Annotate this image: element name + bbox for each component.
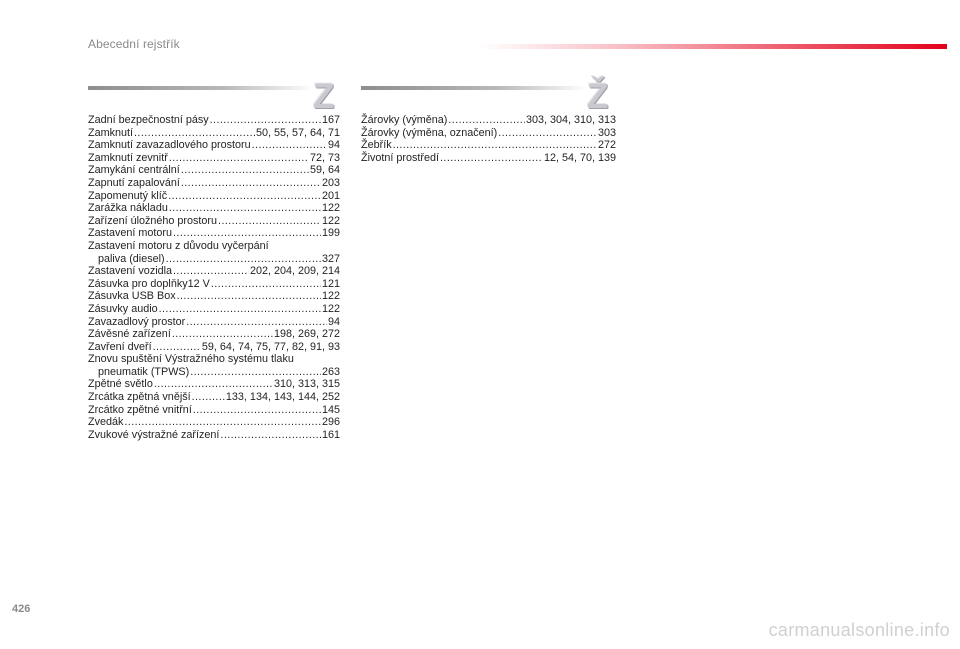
watermark: carmanualsonline.info [768,620,950,640]
index-entry-pages: 327 [321,252,340,265]
index-entry [88,152,340,165]
index-entry-pages: 145 [321,403,340,416]
index-entry-pages: 59, 64, 74, 75, 77, 82, 91, 93 [201,340,340,353]
dot-leader [181,177,321,190]
index-entry-label: Zamknutí [88,126,134,139]
index-entry-label-continuation: pneumatik (TPWS) [98,365,190,378]
index-entry-label: Zastavení motoru z důvodu vyčerpání [88,239,269,252]
dot-leader [153,341,201,354]
index-entry-pages: 303 [597,126,616,139]
index-entry [88,240,340,265]
dot-leader [168,190,321,203]
index-entry-label: Zadní bezpečnostní pásy [88,114,209,126]
index-entry [88,278,340,291]
index-entry-label: Zastavení vozidla [88,265,173,278]
dot-leader [393,139,597,152]
index-entry [88,404,340,417]
dot-leader [172,328,273,341]
index-entry-label: Závěsné zařízení [88,328,171,341]
dot-leader [159,303,321,316]
index-entry-pages: 122 [321,202,340,215]
index-entry [88,416,340,429]
page-number: 426 [12,603,31,615]
index-entry [88,202,340,215]
dot-leader [440,152,543,165]
index-entry-pages: 72, 73 [309,151,340,164]
index-entry [88,328,340,341]
index-entry-label: Zamykání centrální [88,164,180,177]
index-entry [88,227,340,240]
section-z-letter: Z [313,77,335,116]
index-entry-label: Zrcátko zpětné vnitřní [88,403,192,416]
index-entry-pages: 161 [321,428,340,441]
index-column-zcaron [361,114,616,164]
index-entry [88,353,340,378]
index-entry-pages: 303, 304, 310, 313 [525,114,616,126]
index-entry [361,114,616,127]
index-entry-label: Zařízení úložného prostoru [88,214,218,227]
index-entry-label: Zásuvky audio [88,302,158,315]
dot-leader [169,202,321,215]
index-entry-pages: 203 [321,176,340,189]
index-entry [88,215,340,228]
index-entry-label: Zvedák [88,416,124,429]
index-entry-pages: 121 [321,277,340,290]
index-entry [88,114,340,127]
index-entry [361,152,616,165]
index-entry-pages: 122 [321,214,340,227]
dot-leader [169,152,309,165]
dot-leader [211,278,321,291]
index-entry-pages: 199 [321,227,340,240]
index-entry [361,139,616,152]
index-entry-pages: 133, 134, 143, 144, 252 [225,391,340,404]
index-column-z [88,114,340,441]
index-entry-label: Zpětné světlo [88,378,153,391]
index-entry-pages: 59, 64 [309,164,340,177]
index-entry [88,429,340,442]
index-entry-pages: 296 [321,416,340,429]
section-z-rule [88,86,313,90]
index-entry [88,177,340,190]
index-entry-label: Zavazadlový prostor [88,315,186,328]
index-entry-label: Životní prostředí [361,151,440,164]
index-entry-label: Žárovky (výměna) [361,114,448,126]
dot-leader [134,127,255,140]
index-entry-pages: 202, 204, 209, 214 [249,265,340,278]
index-entry-label: Zapomenutý klíč [88,189,168,202]
index-entry [88,303,340,316]
index-entry-label: Žebřík [361,139,392,152]
index-entry-label-continuation: paliva (diesel) [98,252,165,265]
dot-leader [193,404,321,417]
index-entry [361,127,616,140]
page-header-title: Abecední rejstřík [88,37,180,51]
dot-leader [448,114,525,127]
index-entry-label: Zásuvka pro doplňky12 V [88,277,210,290]
index-entry-label: Zapnutí zapalování [88,176,180,189]
index-entry [88,341,340,354]
dot-leader [124,416,321,429]
index-entry-pages: 167 [321,114,340,126]
index-entry [88,290,340,303]
dot-leader [252,139,327,152]
index-entry-label: Žárovky (výměna, označení) [361,126,498,139]
index-entry-pages: 263 [321,365,340,378]
dot-leader [190,366,321,379]
index-entry-pages: 310, 313, 315 [273,378,340,391]
index-entry [88,139,340,152]
dot-leader [173,227,321,240]
section-zcaron-rule [361,86,587,90]
index-entry-pages: 122 [321,302,340,315]
index-entry-label: Zastavení motoru [88,227,173,240]
index-entry [88,190,340,203]
index-entry-label: Zamknutí zavazadlového prostoru [88,139,251,152]
index-entry-label: Zamknutí zevnitř [88,151,168,164]
dot-leader [498,127,597,140]
index-entry [88,164,340,177]
dot-leader [181,164,309,177]
header-accent-bar [480,44,947,49]
index-entry [88,391,340,404]
index-entry-label: Zarážka nákladu [88,202,168,215]
index-entry-label: Zavření dveří [88,340,152,353]
index-entry-label: Znovu spuštění Výstražného systému tlaku [88,353,294,366]
index-entry-label: Zvukové výstražné zařízení [88,428,220,441]
index-entry-pages: 201 [321,189,340,202]
index-entry [88,378,340,391]
dot-leader [177,290,321,303]
index-entry-pages: 272 [597,139,616,152]
index-entry [88,316,340,329]
section-zcaron-letter: Ž [587,77,609,116]
index-entry-pages: 94 [327,139,340,152]
dot-leader [210,114,321,127]
index-entry-pages: 12, 54, 70, 139 [543,151,616,164]
dot-leader [154,378,273,391]
index-entry-label: Zrcátka zpětná vnější [88,391,191,404]
index-entry [88,265,340,278]
dot-leader [166,253,321,266]
dot-leader [192,391,225,404]
index-entry-pages: 122 [321,290,340,303]
dot-leader [173,265,249,278]
index-entry-pages: 198, 269, 272 [273,328,340,341]
index-entry-pages: 50, 55, 57, 64, 71 [255,126,340,139]
index-entry-pages: 94 [327,315,340,328]
index-entry-label: Zásuvka USB Box [88,290,176,303]
index-entry [88,127,340,140]
dot-leader [186,316,327,329]
dot-leader [218,215,321,228]
dot-leader [220,429,321,442]
